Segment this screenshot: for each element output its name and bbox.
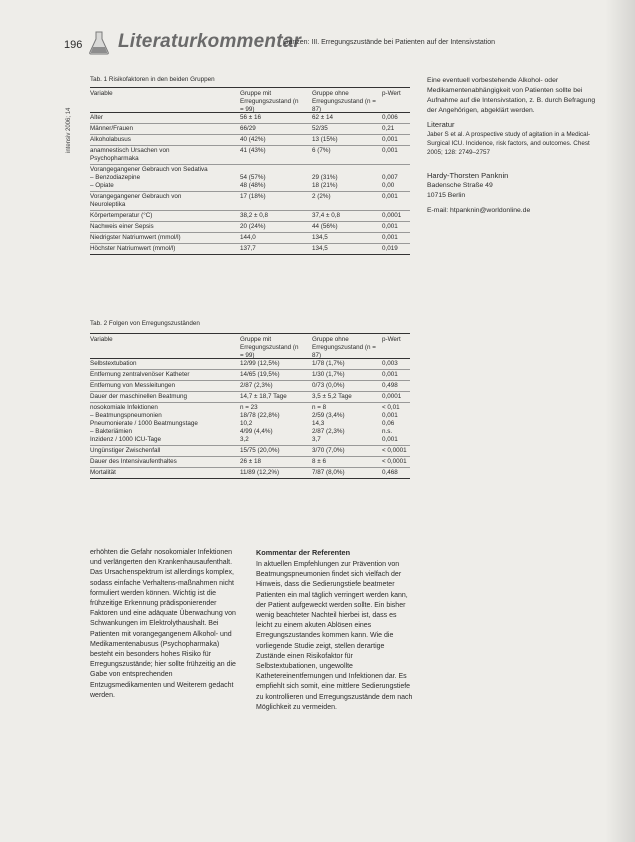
table2-col-p: p-Wert xyxy=(382,336,401,343)
body-text-left: erhöhten die Gefahr nosokomialer Infektionen und verlängerten den Krankenhausaufenthalt. Das Ursachenspektrum ist allerdings komplex, sodass einfache Verhaltens-maßnahmen nicht formuliert werden können. Wichtig ist die frühzeitige Erkennung prädisponierender Faktoren und eine adäquate Überwachung von Schwankungen im Elektrolythaushalt. Bei Patienten mit vorangegangenem Alkohol- und Medikamentenabusus (Psychopharmaka) besteht ein besonders hohes Risiko für Erregungszustände; hier sollte frühzeitig an die Gabe von entsprechenden Entzugsmedikamenten und Weiterem gedacht werden. xyxy=(90,549,236,699)
table1-row-group-with: 144,0 xyxy=(240,234,256,241)
right-column-text: Eine eventuell vorbestehende Alkohol- oder Medikamentenabhängigkeit von Patienten sollte bei Aufnahme auf die Intensivstation, z. B. durch Befragung der Angehörigen, abgeklärt werden. xyxy=(427,77,596,114)
table1-row-label: Männer/Frauen xyxy=(90,125,134,132)
table2-row-group-without: 7/87 (8,0%) xyxy=(312,469,345,476)
table1-row-group-with: 20 (24%) xyxy=(240,223,266,230)
flask-logo-icon xyxy=(88,31,110,55)
table2-row-group-without: n = 8 2/59 (3,4%) 14,3 2/87 (2,3%) 3,7 xyxy=(312,404,345,443)
table2-row-label: nosokomiale Infektionen – Beatmungspneumonien Pneumonierate / 1000 Beatmungstage – Bakteriämien Inzidenz / 1000 ICU-Tage xyxy=(90,404,198,443)
table2-row-group-without: 8 ± 6 xyxy=(312,458,326,465)
table2-row-label: Selbstextubation xyxy=(90,360,137,367)
scan-shadow xyxy=(605,0,635,842)
side-journal-label xyxy=(59,80,72,160)
table1-row-p: 0,21 xyxy=(382,125,395,132)
table2-row-group-with: 11/89 (12,2%) xyxy=(240,469,280,476)
table2-bottom-rule xyxy=(90,478,410,479)
table2-row-p: 0,003 xyxy=(382,360,398,367)
table1-row xyxy=(90,145,410,165)
table2-row-group-with: 26 ± 18 xyxy=(240,458,261,465)
table2-row-label: Dauer der maschinellen Beatmung xyxy=(90,393,187,400)
table2-row-p: < 0,0001 xyxy=(382,458,407,465)
table1-row-label: Höchster Natriumwert (mmol/l) xyxy=(90,245,176,252)
table1-row-label: Vorangegangener Gebrauch von Neuroleptika xyxy=(90,193,182,208)
table1-row-group-without: 2 (2%) xyxy=(312,193,331,200)
table1-row-group-with: 17 (18%) xyxy=(240,193,266,200)
side-text: intensiv 2006; 14 xyxy=(66,107,72,153)
table1-row-p: 0,0001 xyxy=(382,212,402,219)
table1-col-group-with: Gruppe mit Erregungszustand (n = 99) xyxy=(240,90,299,113)
table2-row-group-with: 14,7 ± 18,7 Tage xyxy=(240,393,287,400)
kommentar-heading: Kommentar der Referenten xyxy=(256,548,351,557)
kommentar-text: In aktuellen Empfehlungen zur Prävention von Beatmungspneumonien findet sich vielfach der Hinweis, dass die Sedierungstiefe beatmeter Patienten ein mal täglich verringert werden kann, der Patient aufgeweckt werden sollte. Ein bisher wenig beachteter Nachteil hierbei ist, dass es leicht zu einem akuten Ablösen eines Erregungszustandes kommen kann. Wie die vorliegende Studie zeigt, stellen derartige Zustände einen Risikofaktor für Selbstextubationen, ungewollte Kathetereinentfernungen und Infektionen dar. Es empfiehlt sich somit, eine mittlere Sedierungstiefe zu kontrollieren und Erregungszustände dem nach Möglichkeit zu vermeiden. xyxy=(256,561,413,711)
table2-row-p: 0,0001 xyxy=(382,393,402,400)
table2-row-label: Entfernung zentralvenöser Katheter xyxy=(90,371,190,378)
table-consequences xyxy=(90,320,410,530)
table2-row-label: Entfernung von Messleitungen xyxy=(90,382,176,389)
table1-row-group-with: 56 ± 16 xyxy=(240,114,261,121)
table1-row-group-with: 54 (57%) 48 (48%) xyxy=(240,174,266,189)
table2-row-group-without: 0/73 (0,0%) xyxy=(312,382,345,389)
table2-row-label: Ungünstiger Zwischenfall xyxy=(90,447,161,454)
table1-row-group-without: 6 (7%) xyxy=(312,147,331,154)
table2-header xyxy=(90,333,410,359)
table1-row-group-with: 137,7 xyxy=(240,245,256,252)
table1-row-p: 0,007 0,00 xyxy=(382,174,398,189)
table2-row-group-with: 14/65 (19,5%) xyxy=(240,371,280,378)
table2-row-group-without: 3/70 (7,0%) xyxy=(312,447,345,454)
table2-row-group-with: 12/99 (12,5%) xyxy=(240,360,280,367)
table2-row xyxy=(90,402,410,446)
author-email: E-mail: htpanknin@worldonline.de xyxy=(427,207,531,214)
table1-col-group-without: Gruppe ohne Erregungszustand (n = 87) xyxy=(312,90,376,113)
right-column xyxy=(427,76,597,216)
table1-row-p: 0,001 xyxy=(382,193,398,200)
table1-row-group-without: 52/35 xyxy=(312,125,328,132)
table1-row-group-without: 37,4 ± 0,8 xyxy=(312,212,340,219)
table1-row-p: 0,001 xyxy=(382,223,398,230)
table1-row-label: Nachweis einer Sepsis xyxy=(90,223,154,230)
table1-row xyxy=(90,191,410,211)
table1-row-p: 0,001 xyxy=(382,136,398,143)
section-title: Literaturkommentar xyxy=(118,31,302,52)
table2-caption: Tab. 2 Folgen von Erregungszuständen xyxy=(90,320,200,327)
page-number: 196 xyxy=(64,39,83,51)
table1-row-label: Vorangegangener Gebrauch von Sedativa – Benzodiazepine – Opiate xyxy=(90,166,208,189)
table1-row-group-without: 13 (15%) xyxy=(312,136,338,143)
table2-row-p: 0,468 xyxy=(382,469,398,476)
table2-row-p: < 0,0001 xyxy=(382,447,407,454)
table2-row-group-with: n = 23 18/78 (22,8%) 10,2 4/99 (4,4%) 3,2 xyxy=(240,404,280,443)
table1-caption: Tab. 1 Risikofaktoren in den beiden Gruppen xyxy=(90,76,215,83)
table2-col-group-without: Gruppe ohne Erregungszustand (n = 87) xyxy=(312,336,376,359)
table2-row-group-with: 2/87 (2,3%) xyxy=(240,382,273,389)
table1-row-p: 0,001 xyxy=(382,147,398,154)
table1-row-label: Körpertemperatur (°C) xyxy=(90,212,153,219)
table1-row-label: Alkoholabusus xyxy=(90,136,131,143)
table1-row xyxy=(90,164,410,192)
table1-col-p: p-Wert xyxy=(382,90,401,97)
table1-row-label: anamnestisch Ursachen von Psychopharmaka xyxy=(90,147,170,162)
table2-row-group-without: 1/78 (1,7%) xyxy=(312,360,345,367)
table2-col-group-with: Gruppe mit Erregungszustand (n = 99) xyxy=(240,336,299,359)
table-risk-factors xyxy=(90,76,410,301)
table1-row-group-without: 44 (56%) xyxy=(312,223,338,230)
table1-row-label: Niedrigster Natriumwert (mmol/l) xyxy=(90,234,181,241)
table1-row-group-without: 134,5 xyxy=(312,234,328,241)
table1-row-p: 0,006 xyxy=(382,114,398,121)
table1-row-group-with: 38,2 ± 0,8 xyxy=(240,212,268,219)
table2-row-p: 0,001 xyxy=(382,371,398,378)
table1-bottom-rule xyxy=(90,254,410,255)
table1-row-group-with: 40 (42%) xyxy=(240,136,266,143)
literature-reference: Jaber S et al. A prospective study of agitation in a Medical-Surgical ICU. Incidence, risk factors, and outcomes. Chest 2005; 128: 2749–2757 xyxy=(427,131,591,156)
literatur-heading: Literatur xyxy=(427,120,455,129)
header-subtitle: Ganzen: III. Erregungszustände bei Patienten auf der Intensivstation xyxy=(283,39,496,46)
table1-header xyxy=(90,87,410,113)
table1-row-group-without: 62 ± 14 xyxy=(312,114,333,121)
table1-row-group-without: 134,5 xyxy=(312,245,328,252)
table2-row-label: Mortalität xyxy=(90,469,116,476)
table1-row-p: 0,001 xyxy=(382,234,398,241)
table1-row-label: Alter xyxy=(90,114,103,121)
table1-row-group-without: 29 (31%) 18 (21%) xyxy=(312,174,338,189)
author-address: Badensche Straße 49 10715 Berlin xyxy=(427,182,493,199)
table1-row-group-with: 41 (43%) xyxy=(240,147,266,154)
table2-row-label: Dauer des Intensivaufenthaltes xyxy=(90,458,177,465)
table2-col-variable: Variable xyxy=(90,336,113,343)
author-name: Hardy-Thorsten Panknin xyxy=(427,171,509,180)
table2-row-p: < 0,01 0,001 0,06 n.s. 0,001 xyxy=(382,404,400,443)
table2-row-p: 0,498 xyxy=(382,382,398,389)
table1-row-p: 0,019 xyxy=(382,245,398,252)
table1-row-group-with: 66/29 xyxy=(240,125,256,132)
table2-row-group-without: 3,5 ± 5,2 Tage xyxy=(312,393,352,400)
table2-row-group-with: 15/75 (20,0%) xyxy=(240,447,280,454)
table2-row-group-without: 1/30 (1,7%) xyxy=(312,371,345,378)
table1-col-variable: Variable xyxy=(90,90,113,97)
